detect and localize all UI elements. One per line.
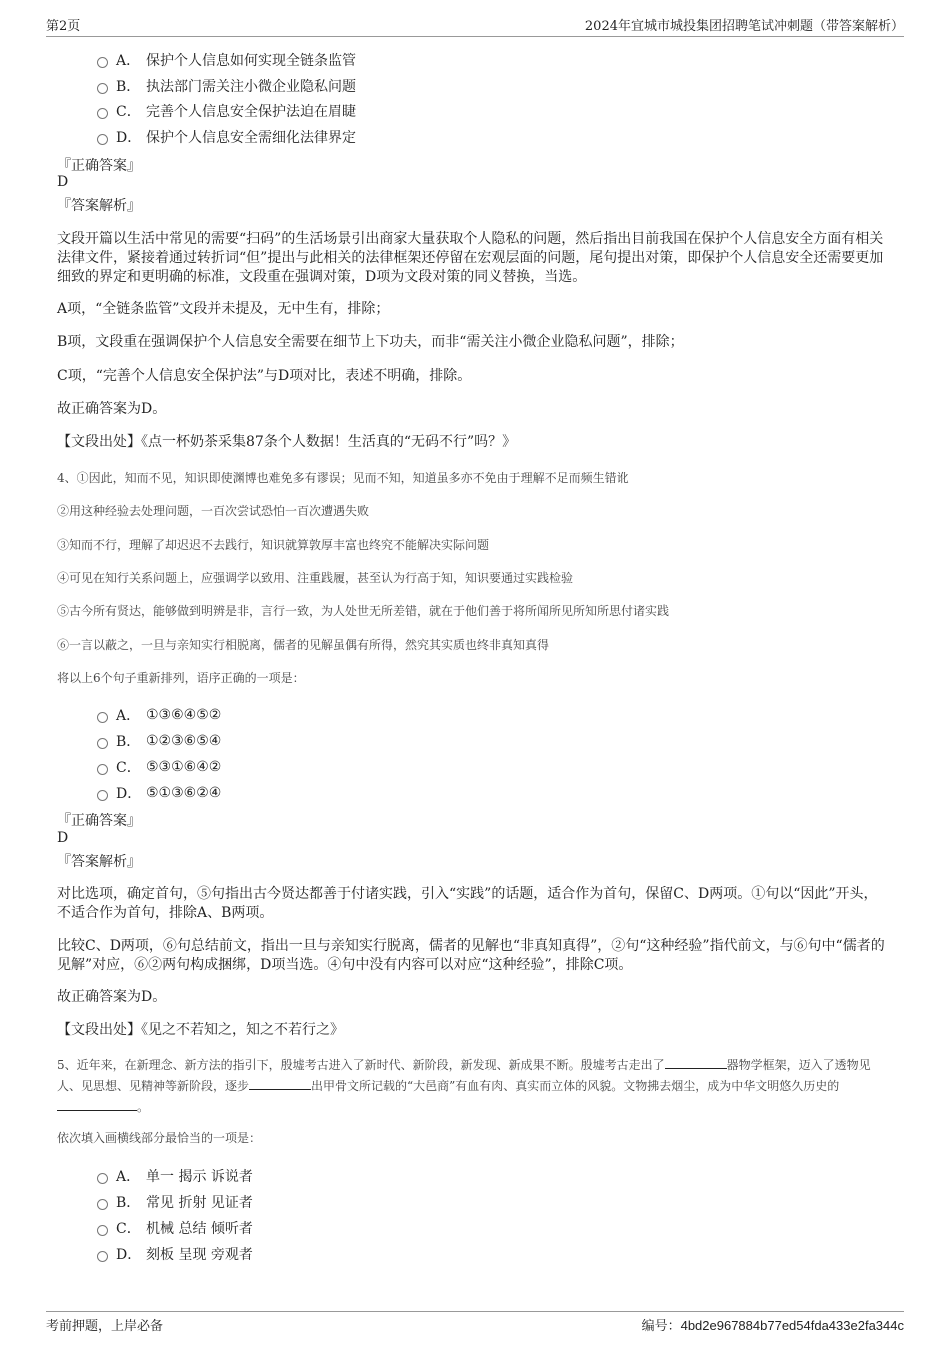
q5-option-b[interactable]: B． 常见 折射 见证者 — [97, 1192, 253, 1212]
analysis-paragraph: A项，“全链条监管”文段并未提及，无中生有，排除； — [57, 301, 390, 317]
analysis-paragraph: 对比选项，确定首句，⑤句指出古今贤达都善于付诸实践，引入“实践”的话题，适合作为首句，保留C、D两项。①句以“因此”开头，不适合作为首句，排除A、B两项。 — [57, 886, 878, 921]
analysis-paragraph: 比较C、D两项，⑥句总结前文，指出一旦与亲知实行脱离，儒者的见解也“非真知真得”，②句“这种经验”指代前文，与⑥句中“儒者的见解”对应，⑥②两句构成捆绑，D项当选。④句中没有内容可以对应“这种经验”，排除C项。 — [57, 938, 885, 973]
answer-value: D — [57, 830, 69, 846]
q3-option-c[interactable]: C． 完善个人信息安全保护法迫在眉睫 — [97, 101, 356, 121]
q5-stem-text: 5、近年来，在新理念、新方法的指引下，殷墟考古进入了新时代、新阶段，新发现、新成果不断。殷墟考古走出了 器物学框架，迈入了透物见人、见思想、见精神等新阶段，逐步 出甲骨文所记载的“大邑商”有血有肉、真实而立体的风貌。文物拂去烟尘，成为中华文明悠久历史的。 — [57, 1058, 871, 1114]
q4-sentence: ⑤古今所有贤达，能够做到明辨是非，言行一致，为人处世无所差错，就在于他们善于将所闻所见所知所思付诸实践 — [57, 604, 670, 618]
q4-stem: 将以上6个句子重新排列，语序正确的一项是： — [57, 671, 305, 685]
document-title: 2024年宜城市城投集团招聘笔试冲刺题（带答案解析） — [584, 19, 904, 34]
source-citation: 【文段出处】《点一杯奶茶采集87条个人数据！生活真的“无码不行”吗？》 — [57, 434, 517, 450]
radio-icon[interactable] — [97, 764, 108, 775]
radio-icon[interactable] — [97, 108, 108, 119]
q4-option-c[interactable]: C． ⑤③①⑥④② — [97, 757, 221, 777]
answer-title: 『正确答案』 — [57, 813, 141, 829]
footer-slogan: 考前押题，上岸必备 — [46, 1319, 164, 1334]
q4-sentence: ③知而不行，理解了却迟迟不去践行，知识就算敦厚丰富也终究不能解决实际问题 — [57, 538, 490, 552]
radio-icon[interactable] — [97, 1225, 108, 1236]
answer-title: 『正确答案』 — [57, 158, 141, 174]
q5-stem: 依次填入画横线部分最恰当的一项是： — [57, 1131, 262, 1145]
q3-option-a[interactable]: A． 保护个人信息如何实现全链条监管 — [97, 50, 356, 70]
fill-blank — [249, 1077, 311, 1090]
radio-icon[interactable] — [97, 134, 108, 145]
radio-icon[interactable] — [97, 83, 108, 94]
q4-sentence: ⑥一言以蔽之，一旦与亲知实行相脱离，儒者的见解虽偶有所得，然究其实质也终非真知真得 — [57, 638, 550, 652]
analysis-paragraph: 故正确答案为D。 — [57, 401, 167, 417]
analysis-title: 『答案解析』 — [57, 854, 141, 870]
q3-option-d[interactable]: D． 保护个人信息安全需细化法律界定 — [97, 127, 356, 147]
fill-blank — [57, 1098, 137, 1111]
q4-option-a[interactable]: A． ①③⑥④⑤② — [97, 705, 221, 725]
q4-option-b[interactable]: B． ①②③⑥⑤④ — [97, 731, 221, 751]
q4-sentence: ②用这种经验去处理问题，一百次尝试恐怕一百次遭遇失败 — [57, 504, 370, 518]
page-header — [46, 12, 904, 37]
document-id: 编号：4bd2e967884b77ed54fda433e2fa344c — [641, 1318, 904, 1334]
q3-option-b[interactable]: B． 执法部门需关注小微企业隐私问题 — [97, 76, 356, 96]
q4-sentence: 4、①因此，知而不见，知识即使渊博也难免多有谬误；见而不知，知道虽多亦不免由于理解不足而频生错讹 — [57, 471, 629, 485]
radio-icon[interactable] — [97, 712, 108, 723]
radio-icon[interactable] — [97, 1251, 108, 1262]
q5-option-c[interactable]: C． 机械 总结 倾听者 — [97, 1218, 253, 1238]
radio-icon[interactable] — [97, 57, 108, 68]
q5-option-a[interactable]: A． 单一 揭示 诉说者 — [97, 1166, 253, 1186]
radio-icon[interactable] — [97, 738, 108, 749]
analysis-title: 『答案解析』 — [57, 198, 141, 214]
source-citation: 【文段出处】《见之不若知之，知之不若行之》 — [57, 1022, 344, 1038]
analysis-paragraph: 故正确答案为D。 — [57, 989, 167, 1005]
radio-icon[interactable] — [97, 1173, 108, 1184]
page-footer — [46, 1311, 904, 1334]
answer-value: D — [57, 174, 69, 190]
radio-icon[interactable] — [97, 790, 108, 801]
analysis-paragraph: B项，文段重在强调保护个人信息安全需要在细节上下功夫，而非“需关注小微企业隐私问题”，排除； — [57, 334, 684, 350]
fill-blank — [665, 1056, 727, 1069]
q4-option-d[interactable]: D． ⑤①③⑥②④ — [97, 783, 221, 803]
radio-icon[interactable] — [97, 1199, 108, 1210]
page-number: 第2页 — [46, 19, 81, 34]
q4-sentence: ④可见在知行关系问题上，应强调学以致用、注重践履，甚至认为行高于知，知识要通过实践检验 — [57, 571, 574, 585]
analysis-paragraph: C项，“完善个人信息安全保护法”与D项对比，表述不明确，排除。 — [57, 368, 472, 384]
analysis-paragraph: 文段开篇以生活中常见的需要“扫码”的生活场景引出商家大量获取个人隐私的问题，然后指出目前我国在保护个人信息安全方面有相关法律文件，紧接着通过转折词“但”提出与此相关的法律框架还停留在宏观层面的问题，尾句提出对策，即保护个人信息安全还需要更加细致的界定和更明确的标准，文段重在强调对策，D项为文段对策的同义替换，当选。 — [57, 231, 884, 285]
q5-option-d[interactable]: D． 刻板 呈现 旁观者 — [97, 1244, 253, 1264]
